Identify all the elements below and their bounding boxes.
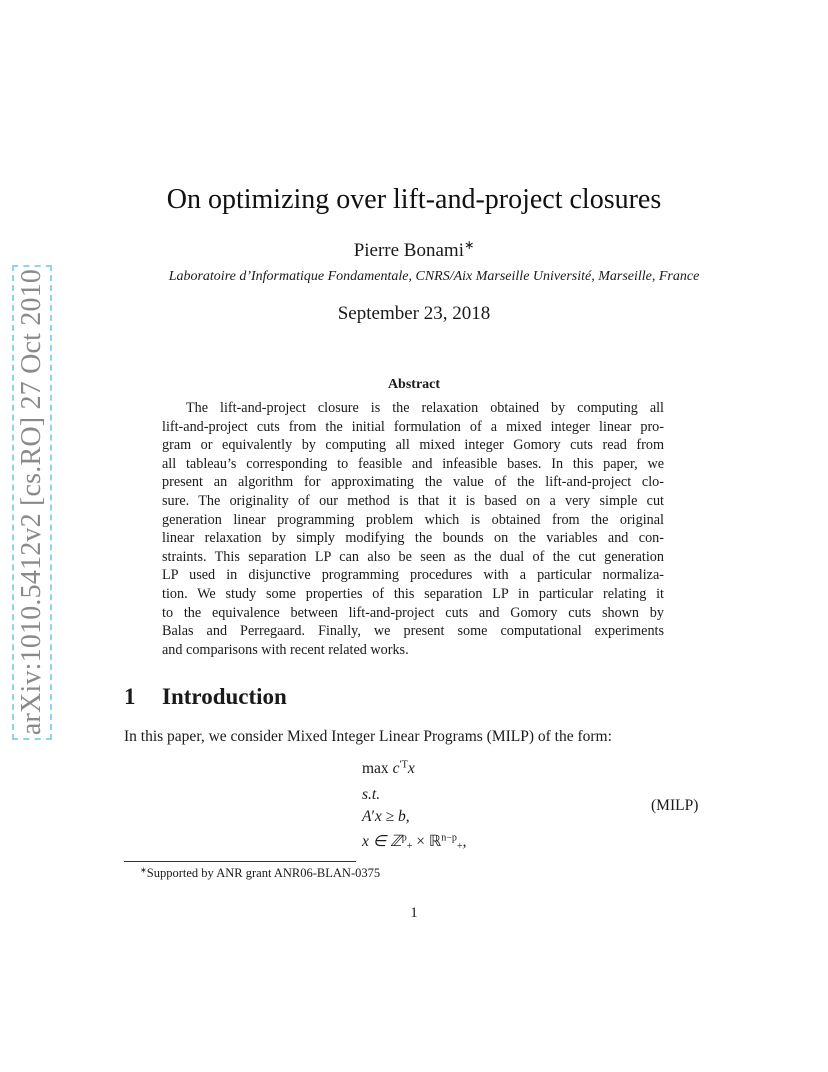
abstract-line: sure. The originality of our method is that it is based on a very simple cut	[162, 492, 664, 509]
affiliation: Laboratoire d’Informatique Fondamentale, CNRS/Aix Marseille Université, Marseille, France	[168, 269, 700, 284]
intro-paragraph: In this paper, we consider Mixed Integer Linear Programs (MILP) of the form:	[124, 728, 612, 745]
abstract-line: generation linear programming problem which is obtained from the original	[162, 511, 664, 528]
section-heading	[124, 684, 287, 710]
formula-constraint: A′x ≥ b,	[362, 808, 410, 825]
abstract-line: The lift-and-project closure is the relaxation obtained by computing all	[186, 400, 664, 416]
author-footnote-marker: ∗	[463, 238, 475, 253]
abstract-line: lift-and-project cuts from the initial formulation of a mixed integer linear pro-	[162, 418, 664, 435]
author	[0, 240, 828, 262]
abstract-line: gram or equivalently by computing all mixed integer Gomory cuts read from	[162, 437, 664, 454]
formula-subject-to: s.t.	[362, 786, 381, 803]
abstract-line: LP used in disjunctive programming procedures with a particular normaliza-	[162, 567, 664, 584]
abstract-line: present an algorithm for approximating the value of the lift-and-project clo-	[162, 474, 664, 491]
arxiv-stamp: arXiv:1010.5412v2 [cs.RO] 27 Oct 2010	[16, 268, 47, 736]
abstract-line: all tableau’s corresponding to feasible and infeasible bases. In this paper, we	[162, 455, 664, 472]
abstract-line: straints. This separation LP can also be seen as the dual of the cut generation	[162, 548, 664, 565]
date: September 23, 2018	[337, 303, 491, 324]
footnote-rule	[124, 861, 356, 862]
author-name: Pierre Bonami	[353, 240, 464, 261]
footnote-marker: ∗	[140, 865, 147, 875]
abstract-line: Balas and Perregaard. Finally, we present some computational experiments	[162, 623, 664, 640]
paper-title: On optimizing over lift-and-project closures	[166, 184, 662, 215]
abstract-body	[162, 399, 664, 659]
abstract-line: and comparisons with recent related works.	[162, 641, 409, 658]
section-title: Introduction	[162, 684, 287, 709]
formula-domain: x ∈ ℤ$^p_+$ × ℝ$^{n-p}_+$,	[362, 832, 467, 853]
footnote	[140, 866, 380, 881]
abstract-line: to the equivalence between lift-and-project cuts and Gomory cuts shown by	[162, 604, 664, 621]
formula-objective: $\max c^{'T}x$	[362, 759, 415, 777]
abstract-heading: Abstract	[387, 377, 441, 392]
abstract-line: tion. We study some properties of this separation LP in particular relating it	[162, 585, 664, 602]
equation-label: (MILP)	[651, 797, 699, 814]
footnote-text: Supported by ANR grant ANR06-BLAN-0375	[146, 866, 381, 880]
page-number: 1	[410, 905, 418, 921]
section-number: 1	[124, 684, 136, 709]
abstract-line: linear relaxation by simply modifying the bounds on the variables and con-	[162, 530, 664, 547]
